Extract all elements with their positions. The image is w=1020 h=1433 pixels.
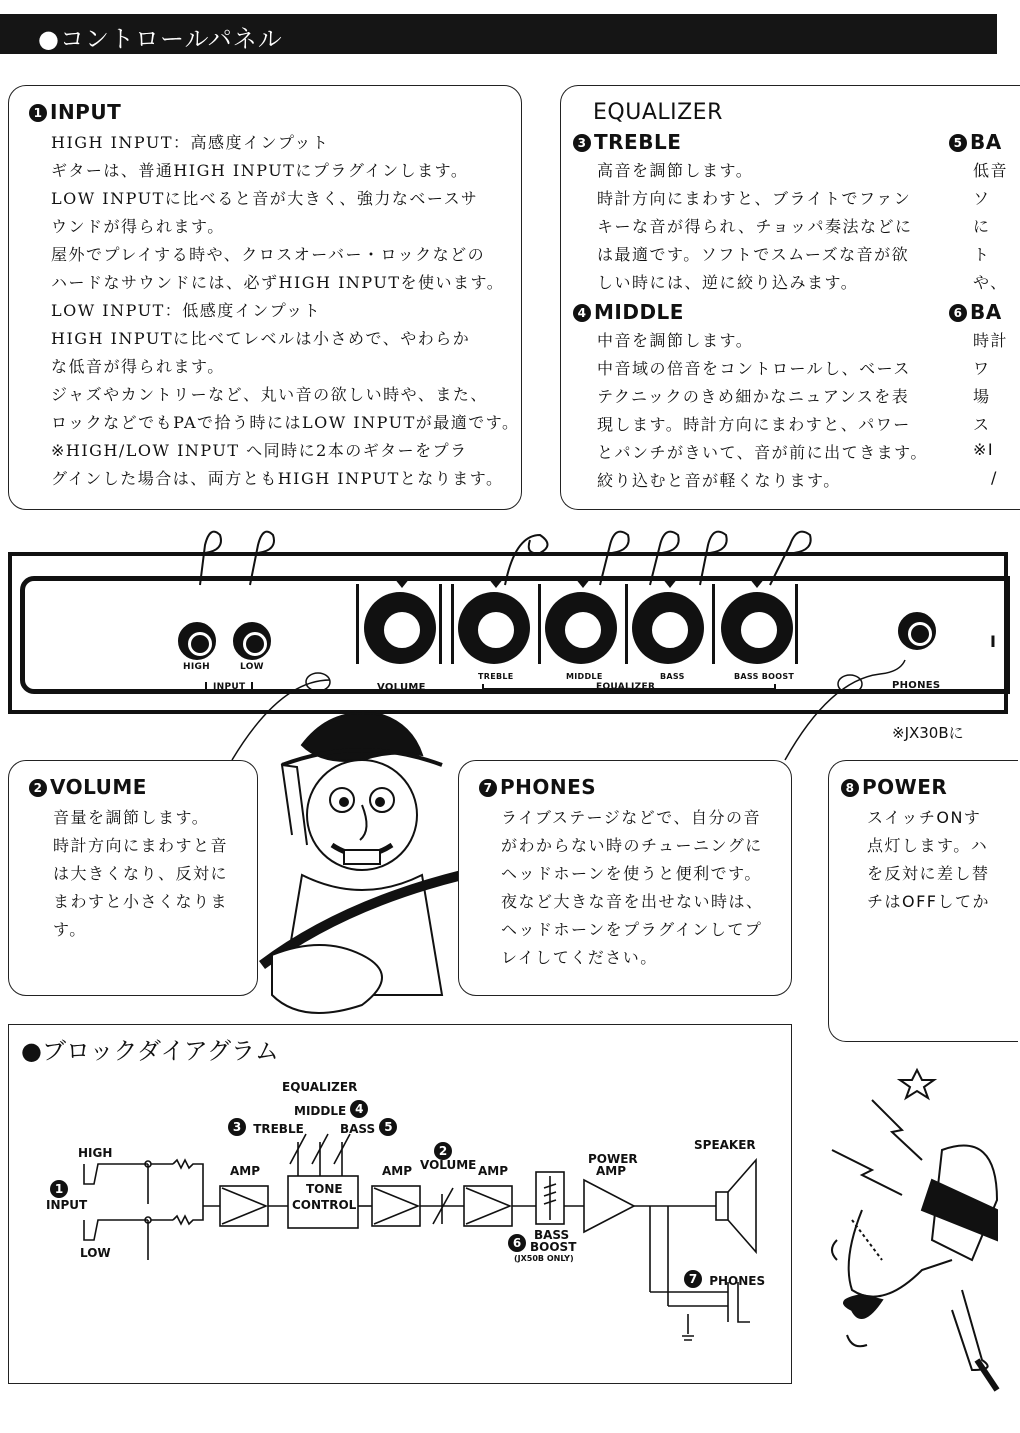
text-line: を反対に差し替 — [867, 864, 990, 883]
bass-heading — [949, 130, 1002, 154]
text-line: ジャズやカントリーなど、丸い音の欲しい時や、また、 — [51, 385, 488, 404]
text-line: LOW INPUT：低感度インプット — [51, 301, 322, 320]
number-badge: 4 — [573, 304, 591, 322]
bd-low-label: LOW — [80, 1246, 111, 1260]
bd-boost-label: BOOST — [530, 1240, 577, 1254]
text-line: 場 — [973, 387, 991, 406]
text-line: ギターは、普通HIGH INPUTにプラグインします。 — [51, 161, 469, 180]
jumping-guitarist-illustration — [822, 1060, 997, 1390]
star-icon — [900, 1070, 934, 1098]
number-badge: 4 — [350, 1100, 368, 1118]
text-line: 現します。時計方向にまわすと、パワー — [597, 415, 911, 434]
bd-boost-note: (JX50B ONLY) — [514, 1254, 574, 1263]
text-line: 中音を調節します。 — [597, 331, 754, 350]
bd-power-label: POWER — [588, 1152, 638, 1166]
number-badge: 3 — [573, 134, 591, 152]
text-line: ※I — [973, 440, 995, 459]
bass-knob-label: BASS — [660, 672, 685, 681]
text-line: グインした場合は、両方ともHIGH INPUTとなります。 — [51, 469, 504, 488]
text-line: は最適です。ソフトでスムーズな音が欲 — [597, 245, 910, 264]
bd-speaker-label: SPEAKER — [694, 1138, 756, 1152]
text-line: ヘッドホーンを使うと便利です。 — [501, 864, 762, 883]
text-line: とパンチがきいて、音が前に出てきます。 — [597, 443, 928, 462]
text-line: HIGH INPUT：高感度インプット — [51, 133, 330, 152]
bd-input-label: INPUT — [46, 1198, 88, 1212]
bass-knob[interactable] — [632, 592, 704, 664]
number-badge: 1 — [29, 104, 47, 122]
heading-text: MIDDLE — [594, 300, 684, 324]
middle-heading — [573, 300, 684, 324]
number-badge: 8 — [841, 779, 859, 797]
text-line: は大きくなり、反対に — [53, 864, 229, 883]
volume-knob-label: VOLUME — [377, 682, 426, 693]
bd-equalizer-label: EQUALIZER — [282, 1080, 358, 1094]
number-badge: 2 — [434, 1142, 452, 1160]
treble-knob[interactable] — [458, 592, 530, 664]
bd-amp1-label: AMP — [230, 1164, 261, 1178]
text-line: に — [973, 217, 991, 236]
input-panel — [8, 85, 522, 510]
text-line: レイしてください。 — [501, 948, 658, 967]
number-badge: 7 — [684, 1270, 702, 1288]
volume-heading — [29, 775, 147, 799]
text-line: しい時には、逆に絞り込みます。 — [597, 273, 859, 292]
bd-amp3-label: AMP — [478, 1164, 509, 1178]
bd-amp2-label: AMP — [382, 1164, 413, 1178]
number-badge: 2 — [29, 779, 47, 797]
heading-text: BA — [970, 130, 1002, 154]
block-diagram-title: ●ブロックダイアグラム — [21, 1037, 279, 1065]
text-line: ※HIGH/LOW INPUT へ同時に2本のギターをプラ — [51, 441, 468, 460]
guitarist-illustration — [262, 705, 462, 1027]
text-line: スイッチONす — [867, 808, 982, 827]
text-line: ソ — [973, 189, 991, 208]
text-line: や、 — [973, 273, 1008, 292]
phones-panel — [458, 760, 792, 996]
callout-curls — [0, 505, 997, 565]
middle-knob-label: MIDDLE — [566, 672, 603, 681]
phones-jack-label: PHONES — [892, 680, 941, 691]
low-jack-label: LOW — [240, 662, 264, 672]
bass-boost-knob[interactable] — [721, 592, 793, 664]
bd-treble-text: TREBLE — [253, 1122, 304, 1136]
callout-leaders — [0, 660, 997, 770]
heading-text: VOLUME — [50, 775, 147, 799]
power-label-cut: I — [990, 632, 997, 651]
high-jack-label: HIGH — [183, 662, 211, 672]
text-line: 時計方向にまわすと音 — [53, 836, 229, 855]
input-group-label: INPUT — [205, 682, 253, 694]
text-line: チはOFFしてか — [867, 892, 991, 911]
bd-bass-boost-label: BASS — [534, 1228, 570, 1242]
text-line: まわすと小さくなりま — [53, 892, 229, 911]
text-line: 時計方向にまわすと、ブライトでファン — [597, 189, 912, 208]
bd-middle-label — [294, 1100, 371, 1118]
equalizer-group-label: EQUALIZER — [596, 682, 656, 692]
number-badge: 5 — [379, 1118, 397, 1136]
bass-boost-knob-label: BASS BOOST — [734, 672, 795, 681]
text-line: HIGH INPUTに比べてレベルは小さめで、やわらか — [51, 329, 471, 348]
number-badge: 6 — [508, 1234, 526, 1252]
bd-control-label: CONTROL — [292, 1198, 357, 1212]
knob-marker-icon — [394, 578, 410, 588]
bd-treble-label — [228, 1118, 304, 1136]
text-line: LOW INPUTに比べると音が大きく、強力なベースサ — [51, 189, 479, 208]
page-title: ●コントロールパネル — [38, 25, 283, 53]
text-line: 低音 — [973, 161, 1009, 180]
number-badge: 3 — [228, 1118, 246, 1136]
text-line: テクニックのきめ細かなニュアンスを表 — [597, 387, 910, 406]
text-line: す。 — [53, 920, 87, 939]
block-diagram-svg — [8, 1024, 792, 1384]
text-line: ワ — [973, 359, 991, 378]
knob-marker-icon — [575, 578, 591, 588]
bd-high-label: HIGH — [78, 1146, 113, 1160]
treble-knob-label: TREBLE — [478, 672, 514, 681]
power-panel — [828, 760, 1018, 1042]
volume-knob[interactable] — [364, 592, 436, 664]
input-heading — [29, 100, 121, 124]
low-input-jack[interactable] — [233, 622, 271, 660]
treble-heading — [573, 130, 681, 154]
bd-tone-label: TONE — [306, 1182, 343, 1196]
heading-text: TREBLE — [594, 130, 682, 154]
text-line: ウンドが得られます。 — [51, 217, 225, 236]
equalizer-heading: EQUALIZER — [593, 100, 723, 125]
text-line: キーな音が得られ、チョッパ奏法などに — [597, 217, 913, 236]
text-line: ト — [973, 245, 991, 264]
text-line: ヘッドホーンをプラグインしてプ — [501, 920, 763, 939]
text-line: 音量を調節します。 — [53, 808, 210, 827]
knob-marker-icon — [662, 578, 678, 588]
header-bar — [0, 14, 997, 54]
knob-marker-icon — [749, 578, 765, 588]
bd-boost-num — [508, 1234, 529, 1252]
bd-middle-text: MIDDLE — [294, 1104, 347, 1118]
heading-text: PHONES — [500, 775, 597, 799]
volume-panel — [8, 760, 258, 996]
number-badge: 1 — [50, 1180, 68, 1198]
heading-text: INPUT — [50, 100, 122, 124]
text-line: ロックなどでもPAで拾う時にはLOW INPUTが最適です。 — [51, 413, 520, 432]
bd-power-amp-label: AMP — [596, 1164, 627, 1178]
heading-text: BA — [970, 300, 1002, 324]
text-line: 屋外でプレイする時や、クロスオーバー・ロックなどの — [51, 245, 486, 264]
text-line: 高音を調節します。 — [597, 161, 754, 180]
bass-boost-heading — [949, 300, 1002, 324]
text-line: がわからない時のチューニングに — [501, 836, 763, 855]
power-heading — [841, 775, 947, 799]
phones-heading — [479, 775, 596, 799]
number-badge: 5 — [949, 134, 967, 152]
number-badge: 6 — [949, 304, 967, 322]
bd-phones-label — [684, 1270, 765, 1288]
number-badge: 7 — [479, 779, 497, 797]
text-line: 夜など大きな音を出せない時は、 — [501, 892, 764, 911]
text-line: ハードなサウンドには、必ずHIGH INPUTを使います。 — [51, 273, 505, 292]
text-line: な低音が得られます。 — [51, 357, 225, 376]
middle-knob[interactable] — [545, 592, 617, 664]
text-line: 点灯します。ハ — [867, 836, 989, 855]
text-line: ス — [973, 415, 991, 434]
text-line: 時計 — [973, 331, 1009, 350]
heading-text: POWER — [862, 775, 948, 799]
equalizer-panel — [560, 85, 1020, 510]
phones-jack[interactable] — [898, 612, 936, 650]
bd-input-num — [50, 1180, 71, 1198]
text-line: 中音域の倍音をコントロールし、ベース — [597, 359, 911, 378]
bd-volume-label: VOLUME — [420, 1158, 477, 1172]
bd-bass-text: BASS — [340, 1122, 376, 1136]
model-footnote: ※JX30Bに — [892, 724, 964, 742]
high-input-jack[interactable] — [178, 622, 216, 660]
bd-bass-label — [340, 1118, 400, 1136]
text-line: ライブステージなどで、自分の音 — [501, 808, 761, 827]
bd-phones-text: PHONES — [709, 1274, 766, 1288]
knob-marker-icon — [488, 578, 504, 588]
text-line: 絞り込むと音が軽くなります。 — [597, 471, 841, 490]
text-line: / — [991, 468, 998, 487]
